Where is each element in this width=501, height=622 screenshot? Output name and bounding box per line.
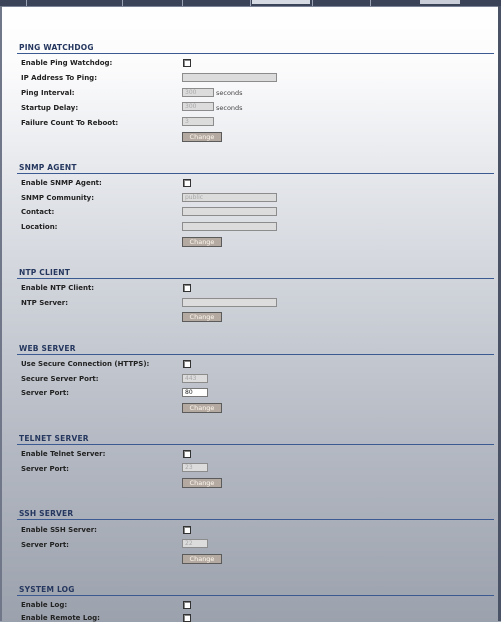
ssh-server-port-input[interactable]: 22 <box>182 539 208 548</box>
enable-ssh-server-label: Enable SSH Server: <box>21 526 97 534</box>
nav-tab-divider <box>122 0 123 6</box>
ping-interval-unit: seconds <box>216 89 243 97</box>
ssh-server-port-label: Server Port: <box>21 541 69 549</box>
section-divider <box>17 354 494 355</box>
section-divider <box>17 53 494 54</box>
contact-input[interactable] <box>182 207 277 216</box>
ping-watchdog-change-button[interactable]: Change <box>182 132 222 142</box>
location-input[interactable] <box>182 222 277 231</box>
left-border <box>0 6 2 621</box>
enable-log-checkbox[interactable] <box>183 601 191 609</box>
secure-server-port-input[interactable]: 443 <box>182 374 208 383</box>
ip-address-input[interactable] <box>182 73 277 82</box>
section-title-ping-watchdog: PING WATCHDOG <box>19 43 94 52</box>
contact-label: Contact: <box>21 208 55 216</box>
snmp-community-input[interactable]: public <box>182 193 277 202</box>
enable-ntp-client-label: Enable NTP Client: <box>21 284 95 292</box>
failure-count-label: Failure Count To Reboot: <box>21 119 119 127</box>
section-title-ssh-server: SSH SERVER <box>19 509 74 518</box>
nav-tab-highlight[interactable] <box>420 0 460 4</box>
ip-address-label: IP Address To Ping: <box>21 74 97 82</box>
snmp-community-label: SNMP Community: <box>21 194 95 202</box>
ping-interval-label: Ping Interval: <box>21 89 75 97</box>
nav-tab-divider <box>312 0 313 6</box>
section-title-snmp-agent: SNMP AGENT <box>19 163 77 172</box>
enable-remote-log-label: Enable Remote Log: <box>21 614 100 622</box>
nav-tab-active[interactable] <box>252 0 310 4</box>
nav-tab-divider <box>26 0 27 6</box>
snmp-agent-change-button[interactable]: Change <box>182 237 222 247</box>
telnet-server-port-label: Server Port: <box>21 465 69 473</box>
section-divider <box>17 444 494 445</box>
use-https-checkbox[interactable] <box>183 360 191 368</box>
enable-telnet-server-label: Enable Telnet Server: <box>21 450 106 458</box>
https-label: Use Secure Connection (HTTPS): <box>21 360 150 368</box>
section-divider <box>17 595 494 596</box>
ntp-server-input[interactable] <box>182 298 277 307</box>
nav-tab-divider <box>182 0 183 6</box>
startup-delay-input[interactable]: 300 <box>182 102 214 111</box>
ssh-server-change-button[interactable]: Change <box>182 554 222 564</box>
web-server-change-button[interactable]: Change <box>182 403 222 413</box>
startup-delay-label: Startup Delay: <box>21 104 79 112</box>
telnet-server-change-button[interactable]: Change <box>182 478 222 488</box>
enable-telnet-server-checkbox[interactable] <box>183 450 191 458</box>
section-divider <box>17 278 494 279</box>
ntp-client-change-button[interactable]: Change <box>182 312 222 322</box>
startup-delay-unit: seconds <box>216 104 243 112</box>
section-divider <box>17 519 494 520</box>
section-divider <box>17 173 494 174</box>
enable-snmp-agent-label: Enable SNMP Agent: <box>21 179 102 187</box>
section-title-web-server: WEB SERVER <box>19 344 76 353</box>
enable-snmp-agent-checkbox[interactable] <box>183 179 191 187</box>
ntp-server-label: NTP Server: <box>21 299 69 307</box>
server-port-input[interactable]: 80 <box>182 388 208 397</box>
enable-ntp-client-checkbox[interactable] <box>183 284 191 292</box>
enable-ssh-server-checkbox[interactable] <box>183 526 191 534</box>
section-title-telnet-server: TELNET SERVER <box>19 434 89 443</box>
top-navigation-bar <box>0 0 501 7</box>
secure-server-port-label: Secure Server Port: <box>21 375 99 383</box>
telnet-server-port-input[interactable]: 23 <box>182 463 208 472</box>
section-title-system-log: SYSTEM LOG <box>19 585 75 594</box>
enable-ping-watchdog-label: Enable Ping Watchdog: <box>21 59 113 67</box>
nav-tab-divider <box>370 0 371 6</box>
ping-interval-input[interactable]: 300 <box>182 88 214 97</box>
server-port-label: Server Port: <box>21 389 69 397</box>
location-label: Location: <box>21 223 58 231</box>
enable-ping-watchdog-checkbox[interactable] <box>183 59 191 67</box>
section-title-ntp-client: NTP CLIENT <box>19 268 71 277</box>
enable-log-label: Enable Log: <box>21 601 68 609</box>
nav-tab-divider <box>250 0 251 6</box>
failure-count-input[interactable]: 3 <box>182 117 214 126</box>
